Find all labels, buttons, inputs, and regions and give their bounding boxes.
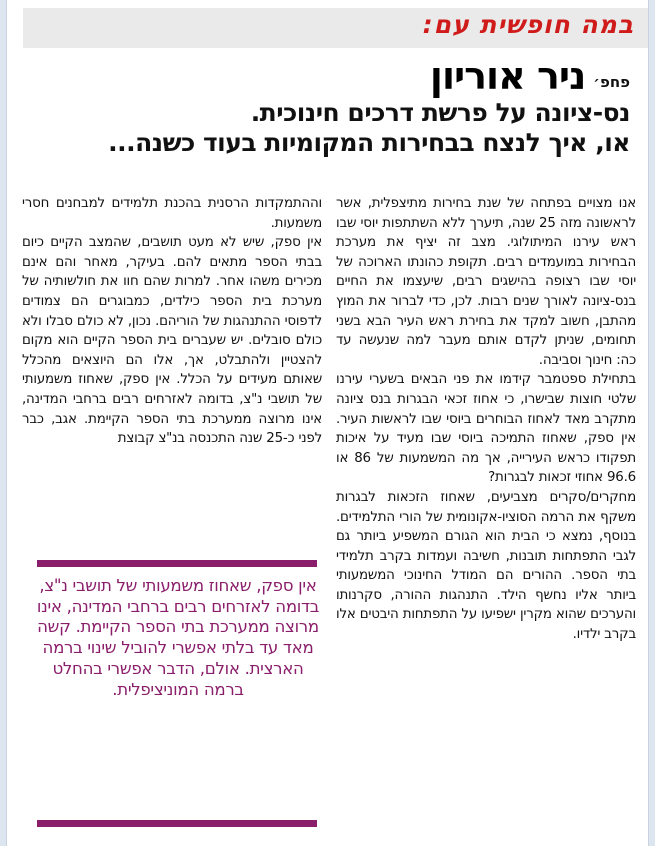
banner-title: במה חופשית עם: [422, 10, 634, 39]
section-banner [23, 8, 649, 48]
paragraph: וההתמקדות הרסנית בהכנת תלמידים למבחנים חסרי משמעות. [22, 196, 322, 231]
headline-block [30, 56, 630, 158]
article-column-right [336, 194, 636, 645]
paragraph: מחקרים/סקרים מצביעים, שאחוז הזכאות לבגרות משקף את הרמה הסוציו-אקונומית של הורי התלמידים. בנוסף, נמצא כי הבית הוא הגורם המשפיע ביותר גם לגבי התפתחות תובנות, חשיבה ועמדות בקרב תלמידי בתי הספר. ההורים הם המודל החינוכי המשמעותי ביותר אליו נחשף הילד. התנהגות ההורה, סקרנותו והערכים שהוא מקרין ישפיעו על התפתחות היבטים אלו בקרב ילדיו. [336, 489, 636, 643]
quote-rule-top [37, 560, 317, 567]
author-name: ניר אוריון [429, 54, 586, 98]
author-prefix: פחפ׳ [593, 73, 630, 91]
paragraph: אנו מצויים בפתחה של שנת בחירות מתיצפלית, אשר לראשונה מזה 25 שנה, תיערך ללא השתתפות יוסי שבו ראש עירנו המיתולוגי. מצב זה יציף את מערכת הבחירות במועמדים רבים. תקופת כהונתו הארוכה של יוסי שבו רצופה בהישגים רבים, שיעצמו את החיים בנס-ציונה לאורך שנים רבות. לכן, כדי לברור את המוץ מהתבן, חשוב למקד את בחירת ראש העיר הבא בשני תחומים, שניתן לקדם אותם מעבר למה שנעשה עד כה: חינוך וסביבה. [336, 196, 636, 368]
pull-quote: אין ספק, שאחוז משמעותי של תושבי נ"צ, בדומה לאזרחים רבים ברחבי המדינה, אינו מרוצה ממערכת בתי הספר הקיימת. קשה מאד עד בלתי אפשרי להוביל שינוי ברמה הארצית. אולם, הדבר אפשרי בהחלט ברמה המוניציפלית. [36, 576, 320, 699]
subtitle-line-2: או, איך לנצח בבחירות המקומיות בעוד כשנה... [108, 128, 630, 157]
article-page [6, 0, 649, 846]
article-column-left [22, 194, 322, 449]
subtitle-line-1: נס-ציונה על פרשת דרכים חינוכית. [250, 98, 630, 127]
author-row [30, 56, 630, 96]
paragraph: בתחילת ספטמבר קידמו את פני הבאים בשערי עירנו שלטי חוצות שבישרו, כי אחוז זכאי הבגרות בנס ציונה מתקרב מאד לאחוז הבוחרים ביוסי שבו לראשות העיר. אין ספק, שאחוז התמיכה ביוסי שבו מעיד על איכות תפקודו כראש העירייה, אך מה המשמעות של 86 או 96.6 אחוזי זכאות לבגרות? [336, 372, 636, 486]
paragraph: אין ספק, שיש לא מעט תושבים, שהמצב הקיים כיום בבתי הספר מתאים להם. בעיקר, מאחר והם אינם מכירים משהו אחר. למרות שהם חוו את חולשותיה של מערכת בית הספר כילדים, כמבוגרים הם צמודים לדפוסי ההתנהגות של הוריהם. נכון, לא כולם סבלו ולא כולם סובלים. יש שעברים בית הספר הקיים הוא מקום להצטיין ולהתבלט, אך, אלו הם היוצאים מהכלל שאותם מעידים על הכלל. אין ספק, שאחוז משמעותי של תושבי נ"צ, בדומה לאזרחים רבים ברחבי המדינה, אינו מרוצה ממערכת בתי הספר הקיימת. אגב, כבר לפני כ-25 שנה התכנסה בנ"צ קבוצת [22, 235, 322, 447]
quote-rule-bottom [37, 820, 317, 827]
